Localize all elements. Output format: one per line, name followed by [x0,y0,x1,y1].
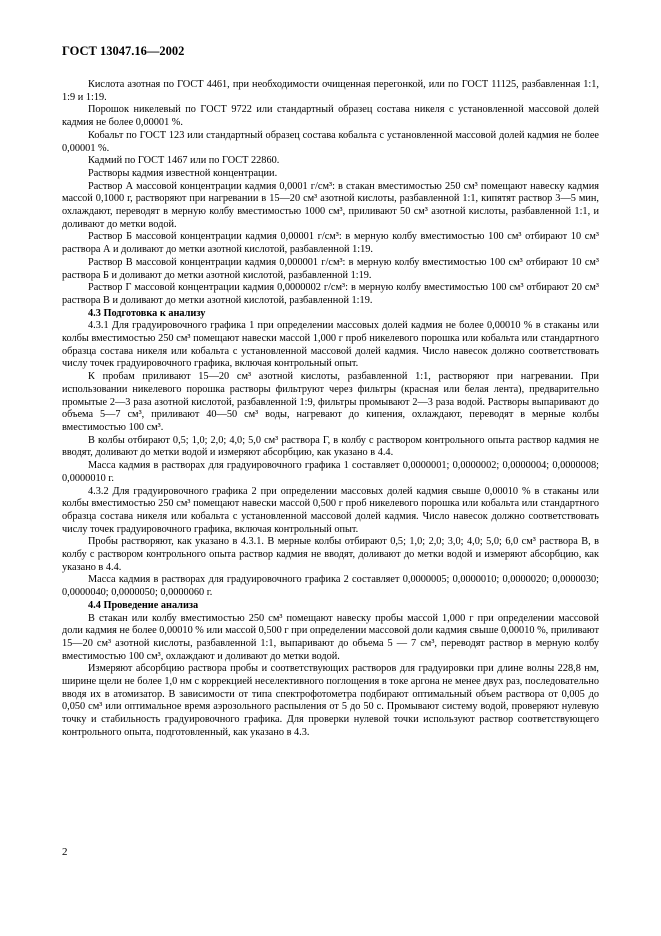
paragraph: Измеряют абсорбцию раствора пробы и соответствующих растворов для градуировки при длине волны 228,8 нм, ширине щели не более 1,0 нм с коррекцией неселективного поглощения в токе аргона не менее двух раз, последовательно вводя их в атомизатор. В зависимости от типа спектрофотометра подбирают оптимальный объем раствора от 0,005 до 0,050 см³ или оптимальное время аэрозольного распыления от 5 до 50 с. Промывают систему водой, проверяют нулевую точку и стабильность градуировочного графика. Для проверки нулевой точки используют раствор соответствующего контрольного опыта, подготовленный, как указано в 4.3. [62,663,599,738]
paragraph: Кадмий по ГОСТ 1467 или по ГОСТ 22860. [88,155,280,167]
paragraph: К пробам приливают 15—20 см³ азотной кислоты, разбавленной 1:1, растворяют при нагревании. При использовании никелевого порошка растворы фильтруют через фильтры (красная или белая лента), предварительно промытые 2—3 раза азотной кислотой, разбавленной 1:9, фильтры промывают 2—3 раза водой. Растворы выпаривают до объема 5—7 см³, приливают 40—50 см³ воды, нагревают до кипения, охлаждают, переводят в мерные колбы вместимостью 100 см³. [62,371,599,433]
section-heading: 4.3 Подготовка к анализу [88,307,206,319]
paragraph: Пробы растворяют, как указано в 4.3.1. В мерные колбы отбирают 0,5; 1,0; 2,0; 3,0; 4,0; 5,0; 6,0 см³ раствора В, в колбу с раствором контрольного опыта раствор кадмия не вводят, доливают до метки водой и измеряют абсорбцию, как указано в 4.4. [62,536,599,573]
paragraph: В колбы отбирают 0,5; 1,0; 2,0; 4,0; 5,0 см³ раствора Г, в колбу с раствором контрольного опыта раствор кадмия не вводят, доливают до метки водой и измеряют абсорбцию, как указано в 4.4. [62,434,599,459]
paragraph: В стакан или колбу вместимостью 250 см³ помещают навеску пробы массой 1,000 г при определении массовой доли кадмия не более 0,00010 % или массой 0,500 г при определении массовой доли кадмия свыше 0,00010 %, приливают 15—20 см³ азотной кислоты, разбавленной 1:1, выпаривают до объема 5 — 7 см³, переводят раствор в мерную колбу вместимостью 100 см³, охлаждают и доливают до метки водой. [62,612,599,662]
paragraph: Раствор А массовой концентрации кадмия 0,0001 г/см³: в стакан вместимостью 250 см³ помещают навеску кадмия массой 0,1000 г, растворяют при нагревании в 15—20 см³ азотной кислоты, разбавленной 1:1, кипятят раствор 3—5 мин, охлаждают, переводят в мерную колбу вместимостью 1000 см³, приливают 50 см³ азотной кислоты, разбавленной 1:1, и доливают до метки водой. [62,180,599,230]
paragraph: Раствор Г массовой концентрации кадмия 0,0000002 г/см³: в мерную колбу вместимостью 100 см³ отбирают 20 см³ раствора В и доливают до метки азотной кислотой, разбавленной 1:19. [62,282,599,306]
paragraph: Раствор В массовой концентрации кадмия 0,000001 г/см³: в мерную колбу вместимостью 100 см³ отбирают 10 см³ раствора Б и доливают до метки азотной кислотой, разбавленной 1:19. [62,256,599,281]
standard-header: ГОСТ 13047.16—2002 [62,44,185,58]
page-number: 2 [62,846,68,858]
paragraph: Кобальт по ГОСТ 123 или стандартный образец состава кобальта с установленной массовой долей кадмия не более 0,00001 %. [62,129,599,154]
document-body [62,79,599,740]
paragraph: Кислота азотная по ГОСТ 4461, при необходимости очищенная перегонкой, или по ГОСТ 11125, разбавленная 1:1, 1:9 и 1:19. [62,79,599,103]
paragraph: 4.3.2 Для градуировочного графика 2 при определении массовых долей кадмия свыше 0,00010 % в стаканы или колбы вместимостью 250 см³ помещают навески массой 0,500 г проб никелевого порошка или кобальта или стандартного образца состава никеля или кобальта с установленной массовой долей кадмия. Число навесок должно соответствовать числу точек градуировочного графика, включая контрольный опыт. [62,485,599,535]
section-heading: 4.4 Проведение анализа [88,599,199,611]
paragraph: Масса кадмия в растворах для градуировочного графика 1 составляет 0,0000001; 0,0000002; 0,0000004; 0,0000008; 0,0000010 г. [62,460,599,484]
paragraph: 4.3.1 Для градуировочного графика 1 при определении массовых долей кадмия не более 0,00010 % в стаканы или колбы вместимостью 250 см³ помещают навески массой 1,000 г проб никелевого порошка или кобальта или стандартного образца состава никеля или кобальта с установленной массовой долей кадмия. Число навесок должно соответствовать числу точек градуировочного графика, включая контрольный опыт. [62,320,599,370]
paragraph: Растворы кадмия известной концентрации. [88,167,278,179]
paragraph: Масса кадмия в растворах для градуировочного графика 2 составляет 0,0000005; 0,0000010; 0,0000020; 0,0000030; 0,0000040; 0,0000050; 0,0000060 г. [62,574,599,599]
paragraph: Раствор Б массовой концентрации кадмия 0,00001 г/см³: в мерную колбу вместимостью 100 см³ отбирают 10 см³ раствора А и доливают до метки азотной кислотой, разбавленной 1:19. [62,231,599,256]
paragraph: Порошок никелевый по ГОСТ 9722 или стандартный образец состава никеля с установленной массовой долей кадмия не более 0,00001 %. [62,104,599,129]
